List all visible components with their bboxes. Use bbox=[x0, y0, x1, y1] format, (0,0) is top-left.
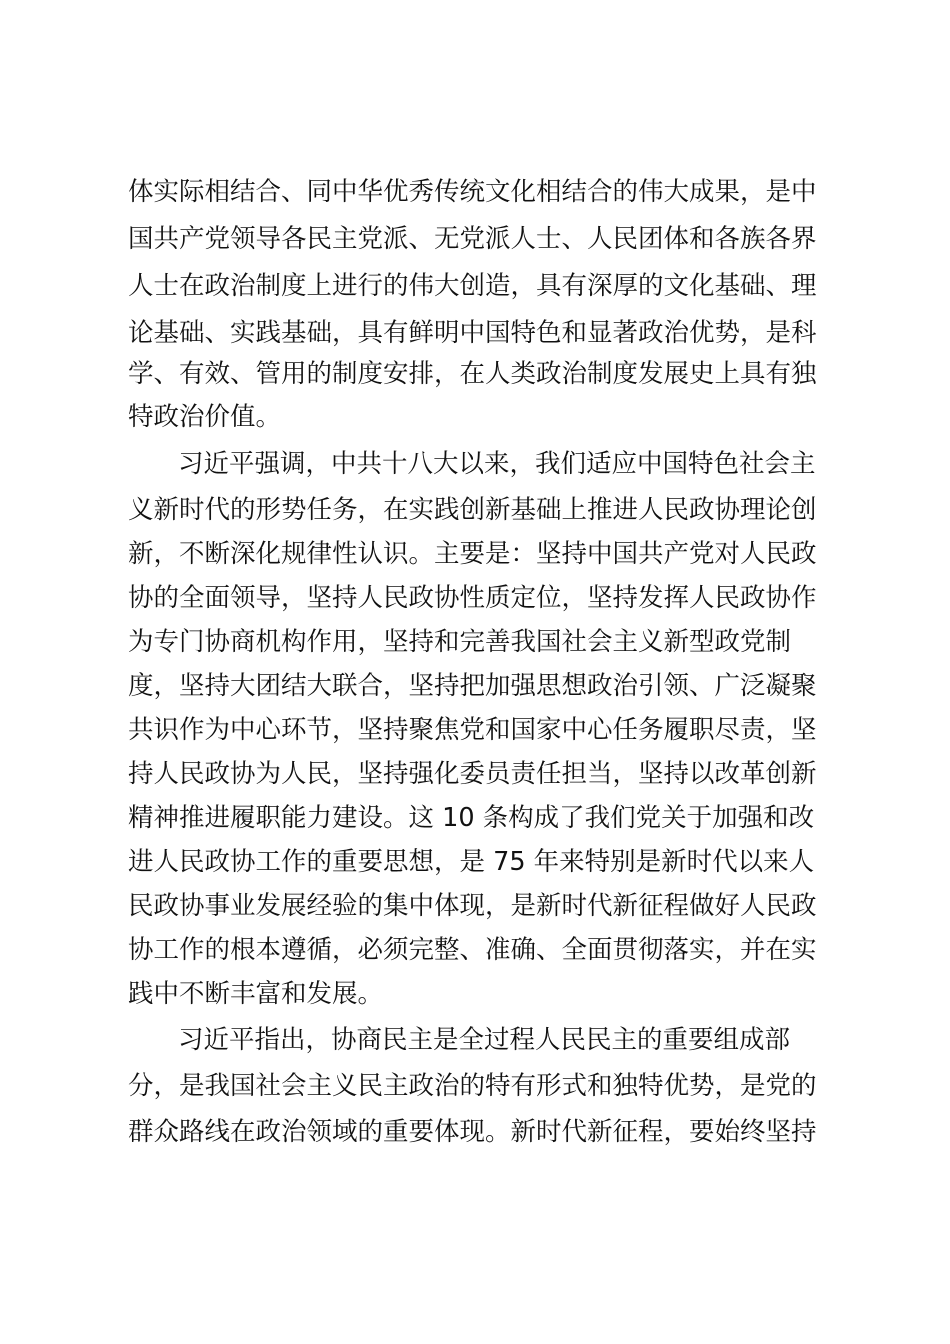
text-line: 分，是我国社会主义民主政治的特有形式和独特优势，是党的 bbox=[128, 1071, 817, 1101]
text-line: 进人民政协工作的重要思想，是 75 年来特别是新时代以来人 bbox=[128, 847, 815, 877]
text-line: 人士在政治制度上进行的伟大创造，具有深厚的文化基础、理 bbox=[128, 271, 817, 301]
text-line: 特政治价值。 bbox=[128, 402, 282, 432]
text-line: 协工作的根本遵循，必须完整、准确、全面贯彻落实，并在实 bbox=[128, 935, 817, 965]
text-line: 义新时代的形势任务，在实践创新基础上推进人民政协理论创 bbox=[128, 495, 817, 525]
text-line: 论基础、实践基础，具有鲜明中国特色和显著政治优势，是科 bbox=[128, 318, 817, 348]
text-line: 体实际相结合、同中华优秀传统文化相结合的伟大成果，是中 bbox=[128, 177, 817, 207]
text-line: 为专门协商机构作用，坚持和完善我国社会主义新型政党制 bbox=[128, 627, 792, 657]
paragraph-first-line: 习近平强调，中共十八大以来，我们适应中国特色社会主 bbox=[178, 449, 816, 479]
text-line: 民政协事业发展经验的集中体现，是新时代新征程做好人民政 bbox=[128, 891, 817, 921]
text-line: 新，不断深化规律性认识。主要是：坚持中国共产党对人民政 bbox=[128, 539, 817, 569]
text-line: 精神推进履职能力建设。这 10 条构成了我们党关于加强和改 bbox=[128, 803, 815, 833]
paragraph-first-line: 习近平指出，协商民主是全过程人民民主的重要组成部 bbox=[178, 1025, 791, 1055]
text-line: 持人民政协为人民，坚持强化委员责任担当，坚持以改革创新 bbox=[128, 759, 817, 789]
text-line: 共识作为中心环节，坚持聚焦党和国家中心任务履职尽责，坚 bbox=[128, 715, 817, 745]
text-line: 学、有效、管用的制度安排，在人类政治制度发展史上具有独 bbox=[128, 359, 817, 389]
text-line: 协的全面领导，坚持人民政协性质定位，坚持发挥人民政协作 bbox=[128, 583, 817, 613]
text-line: 度，坚持大团结大联合，坚持把加强思想政治引领、广泛凝聚 bbox=[128, 671, 817, 701]
text-line: 国共产党领导各民主党派、无党派人士、人民团体和各族各界 bbox=[128, 224, 817, 254]
text-line: 践中不断丰富和发展。 bbox=[128, 979, 384, 1009]
text-line: 群众路线在政治领域的重要体现。新时代新征程，要始终坚持 bbox=[128, 1117, 817, 1147]
